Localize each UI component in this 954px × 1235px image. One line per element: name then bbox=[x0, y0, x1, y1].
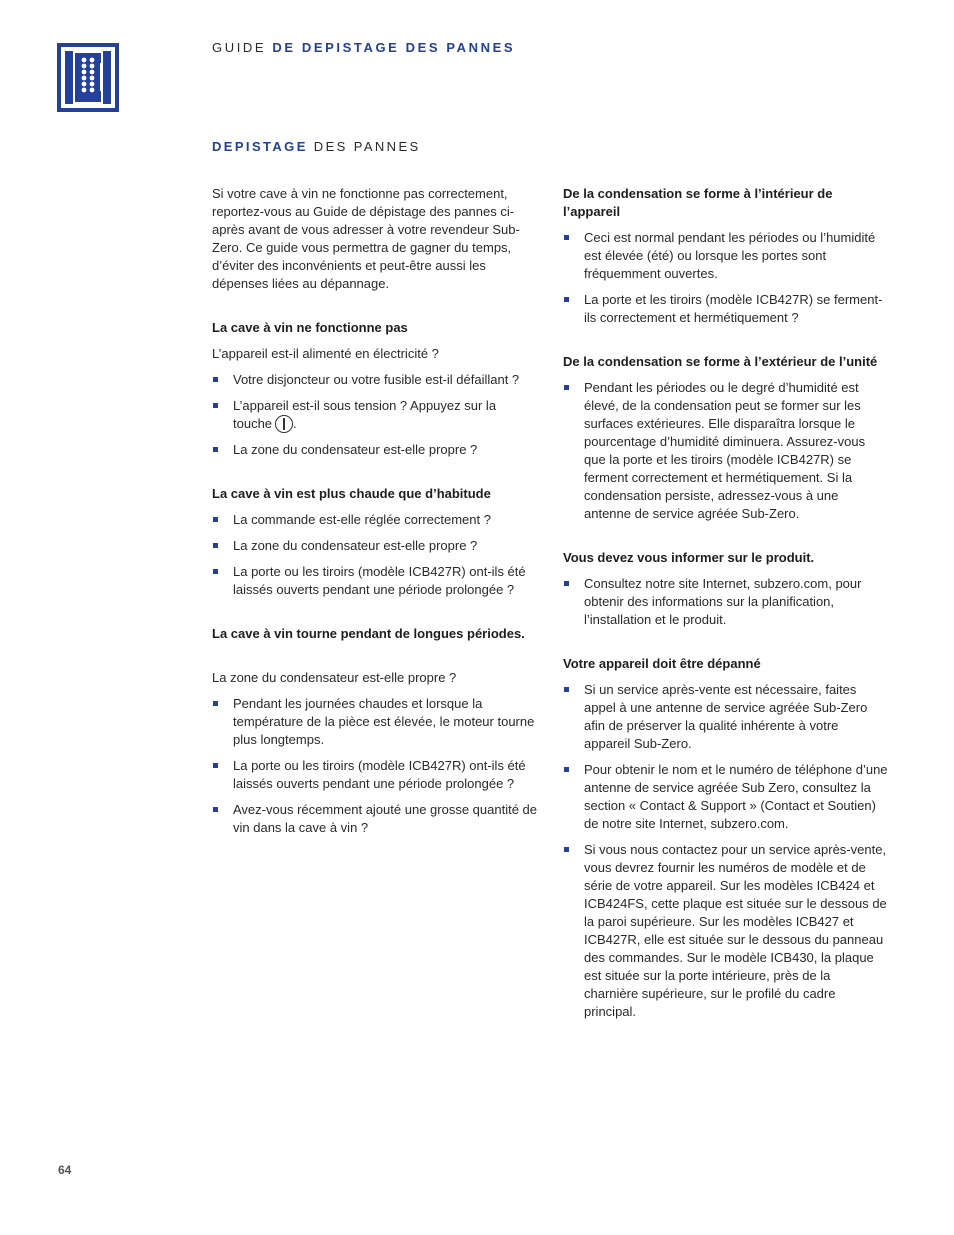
list-item: La zone du condensateur est-elle propre ? bbox=[212, 441, 537, 459]
section-heading: De la condensation se forme à l’extérieur de l’unité bbox=[563, 354, 878, 369]
section-heading: La cave à vin ne fonctionne pas bbox=[212, 320, 408, 335]
section-condensation-inside bbox=[563, 185, 888, 327]
list-item-suffix: . bbox=[293, 416, 297, 431]
section-service bbox=[563, 655, 888, 1021]
power-icon bbox=[275, 415, 293, 433]
list-item: Votre disjoncteur ou votre fusible est-il défaillant ? bbox=[212, 371, 537, 389]
section-long-runs bbox=[212, 625, 537, 837]
bullet-list bbox=[212, 511, 537, 599]
list-item: Consultez notre site Internet, subzero.com, pour obtenir des informations sur la planification, l’installation et le produit. bbox=[563, 575, 888, 629]
bullet-list bbox=[563, 681, 888, 1021]
list-item: La commande est-elle réglée correctement ? bbox=[212, 511, 537, 529]
header-title-bold: DE DEPISTAGE DES PANNES bbox=[272, 40, 516, 55]
list-item: La zone du condensateur est-elle propre ? bbox=[212, 537, 537, 555]
bullet-list bbox=[563, 575, 888, 629]
list-item-text: L’appareil est-il sous tension ? Appuyez sur la touche bbox=[233, 398, 497, 431]
list-item: La porte et les tiroirs (modèle ICB427R) se ferment-ils correctement et hermétiquement ? bbox=[563, 291, 888, 327]
list-item: La porte ou les tiroirs (modèle ICB427R) ont-ils été laissés ouverts pendant une période prolongée ? bbox=[212, 757, 537, 793]
bullet-list bbox=[212, 371, 537, 459]
section-heading: Votre appareil doit être dépanné bbox=[563, 656, 761, 671]
section-title bbox=[212, 139, 421, 154]
section-product-info bbox=[563, 549, 888, 629]
bullet-list bbox=[563, 229, 888, 327]
header-title bbox=[212, 40, 515, 55]
list-item: Avez-vous récemment ajouté une grosse quantité de vin dans la cave à vin ? bbox=[212, 801, 537, 837]
wine-cabinet-icon bbox=[57, 43, 119, 112]
section-question: La zone du condensateur est-elle propre ? bbox=[212, 670, 457, 685]
header-title-light: GUIDE bbox=[212, 40, 273, 55]
right-column bbox=[563, 185, 888, 1047]
list-item: Si vous nous contactez pour un service après-vente, vous devrez fournir les numéros de modèle et de série de votre appareil. Sur les modèles ICB424 et ICB424FS, cette plaque est située sur le dessous de la paroi supérieure. Sur les modèles ICB427 et ICB427R, elle est située sur le dessous du panneau des commandes. Sur le modèle ICB430, la plaque est située sur la porte intérieure, près de la charnière supérieure, sur le profilé du cadre principal. bbox=[563, 841, 888, 1021]
section-heading: La cave à vin est plus chaude que d’habitude bbox=[212, 486, 491, 501]
section-heading: La cave à vin tourne pendant de longues périodes. bbox=[212, 626, 525, 641]
section-condensation-outside bbox=[563, 353, 888, 523]
intro-paragraph: Si votre cave à vin ne fonctionne pas correctement, reportez-vous au Guide de dépistage des pannes ci-après avant de vous adresser à votre revendeur Sub-Zero. Ce guide vous permettra de gagner du temps, d’éviter des inconvénients et peut-être aussi les dépenses liées au dépannage. bbox=[212, 186, 520, 291]
list-item: La porte ou les tiroirs (modèle ICB427R) ont-ils été laissés ouverts pendant une période prolongée ? bbox=[212, 563, 537, 599]
list-item bbox=[212, 397, 537, 433]
section-not-working bbox=[212, 319, 537, 459]
section-warmer bbox=[212, 485, 537, 599]
section-question: L’appareil est-il alimenté en électricité ? bbox=[212, 346, 439, 361]
left-column bbox=[212, 185, 537, 863]
list-item: Pendant les périodes ou le degré d’humidité est élevé, de la condensation peut se former sur les surfaces extérieures. Elle disparaîtra lorsque le pourcentage d’humidité diminuera. Assurez-vous que la porte et les tiroirs (modèle ICB427R) se ferment correctement et hermétiquement. Si la condensation persiste, adressez-vous à une antenne de service agréée Sub-Zero. bbox=[563, 379, 888, 523]
section-heading: De la condensation se forme à l’intérieur de l’appareil bbox=[563, 186, 833, 219]
list-item: Ceci est normal pendant les périodes ou l’humidité est élevée (été) ou lorsque les portes sont fréquemment ouvertes. bbox=[563, 229, 888, 283]
list-item: Pour obtenir le nom et le numéro de téléphone d’une antenne de service agréée Sub Zero, consultez la section « Contact & Support » (Contact et Soutien) de notre site Internet, subzero.com. bbox=[563, 761, 888, 833]
section-title-bold: DEPISTAGE bbox=[212, 139, 308, 154]
page-number: 64 bbox=[58, 1163, 72, 1177]
list-item: Pendant les journées chaudes et lorsque la température de la pièce est élevée, le moteur tourne plus longtemps. bbox=[212, 695, 537, 749]
list-item: Si un service après-vente est nécessaire, faites appel à une antenne de service agréée Sub-Zero afin de préserver la qualité inhérente à votre appareil Sub-Zero. bbox=[563, 681, 888, 753]
section-title-light: DES PANNES bbox=[307, 139, 421, 154]
bullet-list bbox=[212, 695, 537, 837]
bullet-list bbox=[563, 379, 888, 523]
section-heading: Vous devez vous informer sur le produit. bbox=[563, 550, 815, 565]
